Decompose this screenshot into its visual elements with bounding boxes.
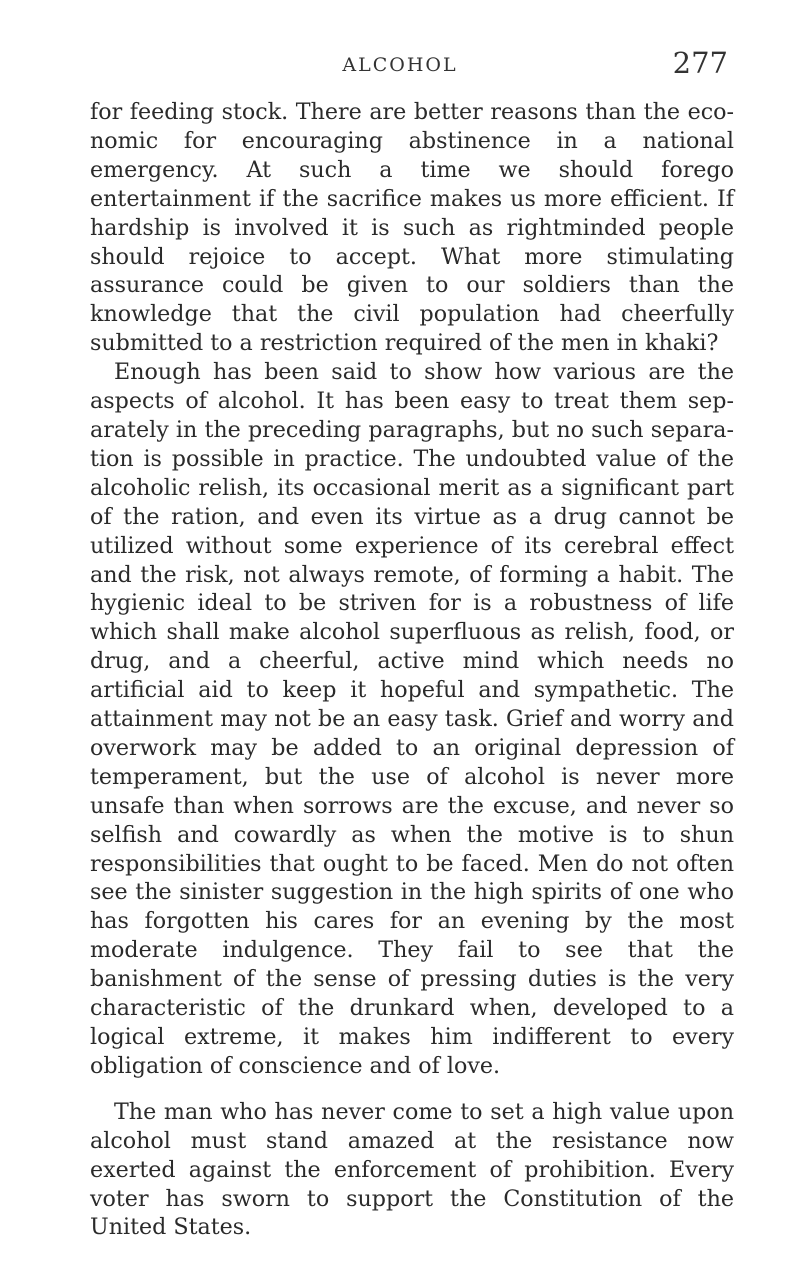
running-head [0,46,800,86]
paragraph-aspects-of-alcohol: Enough has been said to show how various are the aspects of alcohol. It has been easy to treat them separately in the preceding paragraphs, but no such separation is possible in practice. The undoubted value of the alcoholic relish, its occasional merit as a significant part of the ration, and even its virtue as a drug cannot be utilized without some experience of its cerebral effect and the risk, not always remote, of forming a habit. The hygienic ideal to be striven for is a robustness of life which shall make alcohol superfluous as relish, food, or drug, and a cheerful, active mind which needs no artificial aid to keep it hopeful and sympathetic. The attainment may not be an easy task. Grief and worry and overwork may be added to an original depression of temperament, but the use of alcohol is never more unsafe than when sorrows are the excuse, and never so selfish and cowardly as when the motive is to shun responsibilities that ought to be faced. Men do not often see the sinister suggestion in the high spirits of one who has forgotten his cares for an evening by the most moderate indulgence. They fail to see that the banishment of the sense of pressing duties is the very characteristic of the drunkard when, developed to a logical extreme, it makes him indifferent to every obligation of conscience and of love. [90,359,734,1079]
page-number: 277 [672,46,728,80]
paragraph-continuation: for feeding stock. There are better reasons than the economic for encouraging abstinence in a national emergency. At such a time we should forego entertainment if the sacrifice makes us more efficient. If hardship is involved it is such as rightminded people should rejoice to accept. What more stimulating assurance could be given to our soldiers than the knowledge that the civil population had cheerfully submitted to a restriction required of the men in khaki? [90,99,734,357]
running-title: ALCOHOL [342,54,458,76]
body-text [90,98,734,1242]
paragraph-prohibition: The man who has never come to set a high value upon alcohol must stand amazed at the resistance now exerted against the enforcement of prohibition. Every voter has sworn to support the Constitution of the United States. [90,1098,734,1241]
